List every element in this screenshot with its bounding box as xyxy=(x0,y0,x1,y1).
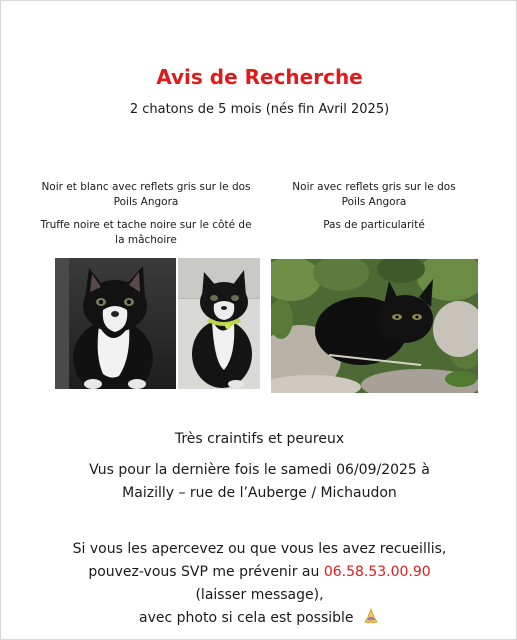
cat-1-markings: Truffe noire et tache noire sur le côté de la mâchoire xyxy=(40,219,252,246)
temperament-text: Très craintifs et peureux xyxy=(174,431,345,447)
cat-1-description xyxy=(37,180,255,256)
folded-hands-icon xyxy=(362,607,380,633)
cat-1-color: Noir et blanc avec reflets gris sur le dos Poils Angora xyxy=(41,181,251,208)
page-title: Avis de Recherche xyxy=(156,65,363,89)
cat-2-color: Noir avec reflets gris sur le dos Poils Angora xyxy=(292,181,456,208)
cat-1-photo-front xyxy=(55,258,176,389)
last-seen-location: Maizilly – rue de l’Auberge / Michaudon xyxy=(122,485,397,501)
page-subtitle: 2 chatons de 5 mois (nés fin Avril 2025) xyxy=(129,102,390,117)
cat-2-markings: Pas de particularité xyxy=(323,219,425,231)
contact-text: Si vous les apercevez ou que vous les avez recueillis, pouvez-vous SVP me prévenir au 06.58.53.00.90 (laisser message), avec photo si cela est possible xyxy=(1,538,517,633)
last-seen-text xyxy=(1,459,517,505)
phone-number[interactable]: 06.58.53.00.90 xyxy=(323,564,431,580)
last-seen-date: Vus pour la dernière fois le samedi 06/09/2025 à xyxy=(89,462,430,478)
cat-2-description xyxy=(269,180,479,241)
cat-2-photo xyxy=(271,259,478,393)
cat-1-photo-side xyxy=(178,258,260,389)
